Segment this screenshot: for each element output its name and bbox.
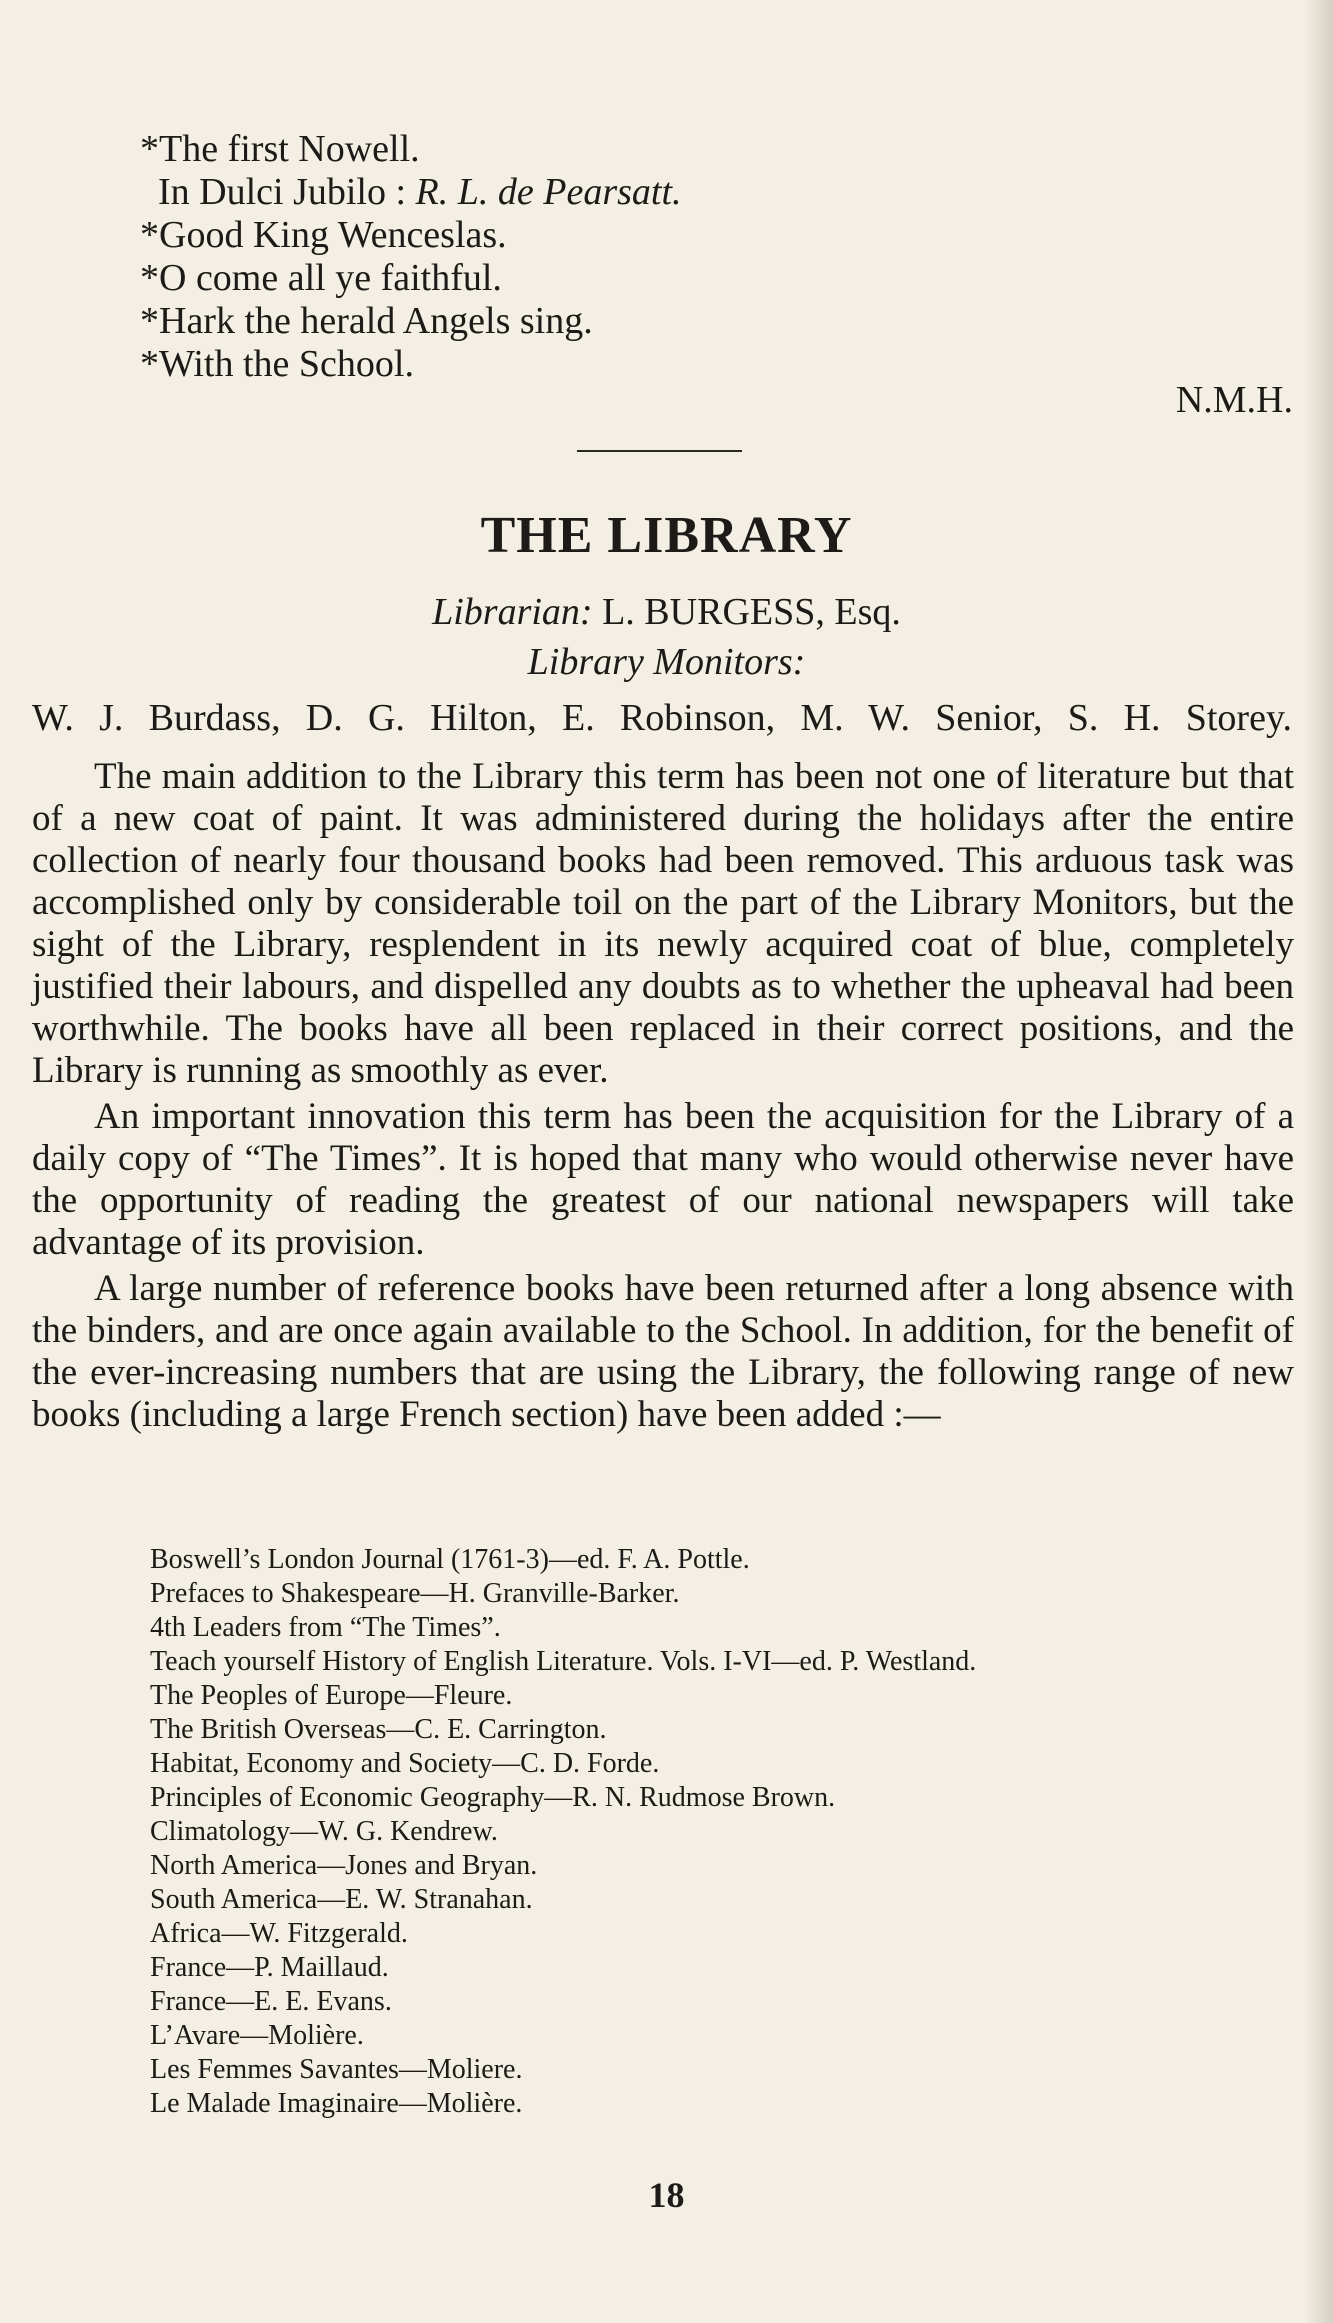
librarian-label: Librarian:	[432, 591, 593, 633]
book-item: Principles of Economic Geography—R. N. Rudmose Brown.	[150, 1782, 836, 1813]
monitors-label: Library Monitors:	[527, 641, 806, 683]
carol-item: *Good King Wenceslas.	[140, 214, 507, 256]
carol-item: *O come all ye faithful.	[140, 257, 502, 299]
book-item: Les Femmes Savantes—Moliere.	[150, 2054, 523, 2085]
carol-item	[140, 171, 1300, 214]
carol-item-title: In Dulci Jubilo :	[158, 171, 416, 213]
carol-item: *Hark the herald Angels sing.	[140, 300, 593, 342]
book-item: Boswell’s London Journal (1761-3)—ed. F. A. Pottle.	[150, 1544, 750, 1575]
monitors-list: W. J. Burdass, D. G. Hilton, E. Robinson, M. W. Senior, S. H. Storey.	[32, 697, 1292, 739]
book-item: Le Malade Imaginaire—Molière.	[150, 2088, 523, 2119]
book-item: The Peoples of Europe—Fleure.	[150, 1680, 513, 1711]
librarian-line	[0, 590, 1333, 634]
paragraph: The main addition to the Library this term has been not one of literature but that of a new coat of paint. It was administered during the holidays after the entire collection of nearly four thousand books had been removed. This arduous task was accomplished only by considerable toil on the part of the Library Monitors, but the sight of the Library, resplendent in its newly acquired coat of blue, completely justified their labours, and dispelled any doubts as to whether the upheaval had been worthwhile. The books have all been replaced in their correct positions, and the Library is running as smoothly as ever.	[32, 756, 1294, 1091]
book-item: France—E. E. Evans.	[150, 1986, 392, 2017]
author-initials: N.M.H.	[1175, 379, 1293, 421]
paragraph: An important innovation this term has been the acquisition for the Library of a daily copy of “The Times”. It is hoped that many who would otherwise never have the opportunity of reading the greatest of our national newspapers will take advantage of its provision.	[32, 1096, 1294, 1263]
book-item: Habitat, Economy and Society—C. D. Forde.	[150, 1748, 660, 1779]
book-item: Africa—W. Fitzgerald.	[150, 1918, 408, 1949]
new-books-list	[150, 1543, 1295, 2121]
book-item: L’Avare—Molière.	[150, 2020, 364, 2051]
book-item: North America—Jones and Bryan.	[150, 1850, 538, 1881]
paragraph: A large number of reference books have been returned after a long absence with the binders, and are once again available to the School. In addition, for the benefit of the ever-increasing numbers that are using the Library, the following range of new books (including a large French section) have been added :—	[32, 1268, 1294, 1435]
carol-list	[140, 128, 1300, 386]
carol-item: *The first Nowell.	[140, 128, 420, 170]
book-item: Teach yourself History of English Literature. Vols. I-VI—ed. P. Westland.	[150, 1646, 977, 1677]
librarian-name: L. BURGESS, Esq.	[592, 591, 901, 633]
carol-item: *With the School.	[140, 343, 414, 385]
book-item: South America—E. W. Stranahan.	[150, 1884, 533, 1915]
book-item: 4th Leaders from “The Times”.	[150, 1612, 501, 1643]
carol-arranger: R. L. de Pearsatt.	[415, 171, 682, 213]
book-item: Prefaces to Shakespeare—H. Granville-Barker.	[150, 1578, 680, 1609]
page-number: 18	[648, 2175, 685, 2215]
article-body	[32, 756, 1294, 1440]
book-item: The British Overseas—C. E. Carrington.	[150, 1714, 607, 1745]
page-edge-shadow	[1305, 0, 1333, 2323]
book-item: Climatology—W. G. Kendrew.	[150, 1816, 498, 1847]
book-item: France—P. Maillaud.	[150, 1952, 389, 1983]
section-title: THE LIBRARY	[480, 507, 853, 564]
section-divider	[577, 450, 742, 452]
